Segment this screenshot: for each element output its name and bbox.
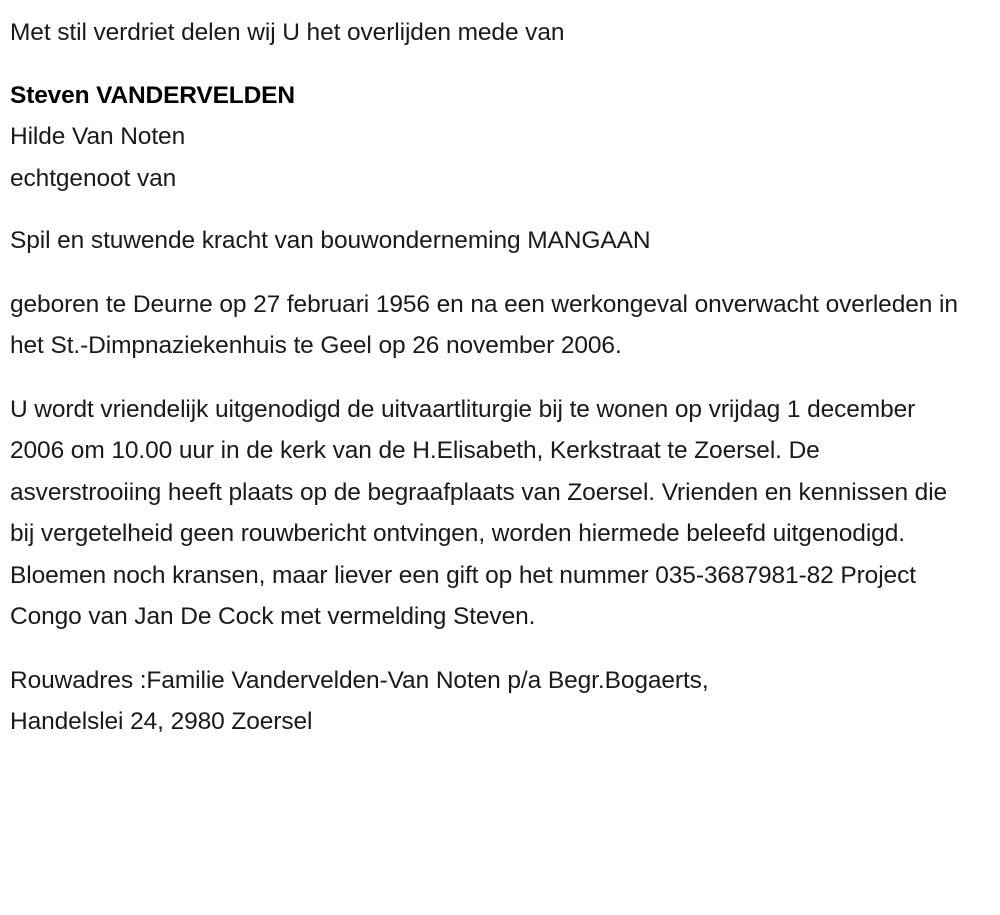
deceased-name: Steven VANDERVELDEN [10,81,295,109]
spouse-relation: echtgenoot van [10,164,177,192]
spacer-after-service-details [10,638,1000,660]
service-details-paragraph: U wordt vriendelijk uitgenodigd de uitvaartliturgie bij te wonen op vrijdag 1 december 2006 om 10.00 uur in de kerk van de H.Elisabeth, Kerkstraat te Zoersel. De asverstrooiing heeft plaats op de begraafplaats van Zoersel. Vrienden en kennissen die bij vergetelheid geen rouwbericht ontvingen, worden hiermede beleefd uitgenodigd. Bloemen noch kransen, maar liever een gift op het nummer 035-3687981-82 Project Congo van Jan De Cock met vermelding Steven. [10,395,948,630]
spouse-name: Hilde Van Noten [10,123,186,150]
mourning-address-line-2: Handelslei 24, 2980 Zoersel [10,708,313,735]
spacer-after-opening [10,54,1000,75]
opening-line: Met stil verdriet delen wij U het overlijden mede van [10,19,565,46]
role-line: Spil en stuwende kracht van bouwonderneming MANGAAN [10,227,651,254]
spacer-after-birth-death [10,367,1000,389]
spacer-after-role [10,262,1000,284]
birth-and-death-paragraph: geboren te Deurne op 27 februari 1956 en na een werkongeval onverwacht overleden in het St.-Dimpnaziekenhuis te Geel op 26 november 2006. [10,290,958,359]
spacer-after-spouse [10,199,1000,220]
mourning-address-line-1: Rouwadres :Familie Vandervelden-Van Noten p/a Begr.Bogaerts, [10,666,709,694]
